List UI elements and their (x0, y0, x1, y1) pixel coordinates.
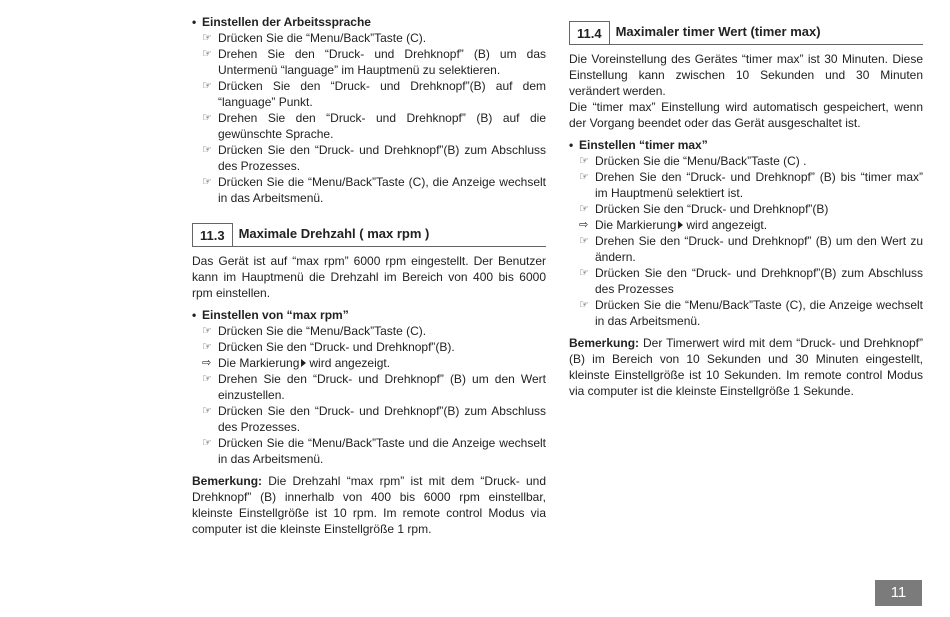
section-title: Maximale Drehzahl ( max rpm ) (238, 226, 430, 241)
note-label: Bemerkung: (192, 474, 263, 488)
list-item (569, 217, 923, 233)
hand-pointer-icon: ☞ (202, 176, 212, 188)
step-text: Drehen Sie den “Druck- und Drehknopf” (B) um den Wert einzustellen. (218, 372, 546, 402)
list-item (192, 371, 546, 403)
list-item (192, 78, 546, 110)
note-text: Die Drehzahl “max rpm” ist mit dem “Druck- und Drehknopf” (B) innerhalb von 400 bis 6000 rpm einstellbar, kleinste Einstellgröße ist 10 rpm. Im remote control Modus via computer ist die kleinste Einstellgröße 1 rpm. (192, 474, 546, 536)
list-item (192, 339, 546, 355)
step-text: Drücken Sie den “Druck- und Drehknopf”(B) auf dem “language” Punkt. (218, 79, 546, 109)
subheading-language: • Einstellen der Arbeitssprache (192, 15, 371, 29)
intro-paragraph: Die Voreinstellung des Gerätes “timer max” ist 30 Minuten. Diese Einstellung kann zwischen 10 Sekunden und 30 Minuten verändert werden. (569, 52, 923, 98)
intro-paragraph-2: Die “timer max” Einstellung wird automatisch gespeichert, wenn der Vorgang beendet oder das Gerät ausgeschaltet ist. (569, 100, 923, 130)
step-text: Drücken Sie die “Menu/Back”Taste (C) . (595, 154, 807, 168)
list-item (192, 323, 546, 339)
list-item (569, 153, 923, 169)
hand-pointer-icon: ☞ (579, 235, 589, 247)
hand-pointer-icon: ☞ (579, 171, 589, 183)
list-item (192, 142, 546, 174)
hand-pointer-icon: ☞ (202, 373, 212, 385)
list-item (192, 110, 546, 142)
hand-pointer-icon: ☞ (579, 155, 589, 167)
step-text: Drücken Sie den “Druck- und Drehknopf”(B) zum Abschluss des Prozesses (595, 266, 923, 296)
section-number: 11.3 (192, 223, 233, 246)
section-title: Maximaler timer Wert (timer max) (615, 24, 821, 39)
right-column (569, 4, 923, 399)
subheading-text: Einstellen der Arbeitssprache (202, 15, 371, 29)
page-number: 11 (875, 580, 922, 606)
step-text: Drehen Sie den “Druck- und Drehknopf” (B) bis “timer max” im Hauptmenü selektiert ist. (595, 170, 923, 200)
arrow-right-outline-icon: ⇨ (202, 357, 212, 369)
list-item (569, 233, 923, 265)
step-text: Die Markierung (595, 218, 677, 232)
list-item (192, 403, 546, 435)
step-text: Drücken Sie die “Menu/Back”Taste (C). (218, 31, 427, 45)
note-paragraph (192, 473, 546, 537)
list-item (569, 169, 923, 201)
max-rpm-steps-list (192, 323, 546, 467)
subheading-text: Einstellen von “max rpm” (202, 308, 349, 322)
step-text: wird angezeigt. (309, 356, 391, 370)
hand-pointer-icon: ☞ (202, 325, 212, 337)
note-paragraph (569, 335, 923, 399)
section-header-11-3 (192, 220, 546, 247)
step-text: Drücken Sie den “Druck- und Drehknopf”(B) (595, 202, 829, 216)
step-text: Drehen Sie den “Druck- und Drehknopf” (B) um das Untermenü “language” im Hauptmenü zu selektieren. (218, 47, 546, 77)
step-text: Drehen Sie den “Druck- und Drehknopf” (B) auf die gewünschte Sprache. (218, 111, 546, 141)
subheading-text: Einstellen “timer max” (579, 138, 708, 152)
timer-max-steps-list (569, 153, 923, 329)
list-item (192, 435, 546, 467)
section-header-11-4 (569, 18, 923, 45)
section-number: 11.4 (569, 21, 610, 44)
list-item (569, 297, 923, 329)
note-label: Bemerkung: (569, 336, 640, 350)
list-item (192, 30, 546, 46)
intro-paragraph: Das Gerät ist auf “max rpm” 6000 rpm eingestellt. Der Benutzer kann im Hauptmenü die Drehzahl im Bereich von 400 bis 6000 rpm einstellen. (192, 254, 546, 300)
note-text: Der Timerwert wird mit dem “Druck- und Drehknopf” (B) im Bereich von 10 Sekunden und 30 Minuten eingestellt, kleinste Einstellgröße ist 10 Sekunden. Im remote control Modus via computer ist die kleinste Einstellgröße 1 Sekunde. (569, 336, 923, 398)
hand-pointer-icon: ☞ (202, 48, 212, 60)
arrow-right-outline-icon: ⇨ (579, 219, 589, 231)
list-item (569, 201, 923, 217)
hand-pointer-icon: ☞ (202, 341, 212, 353)
marker-triangle-icon (678, 221, 683, 229)
hand-pointer-icon: ☞ (579, 299, 589, 311)
hand-pointer-icon: ☞ (202, 112, 212, 124)
hand-pointer-icon: ☞ (579, 267, 589, 279)
step-text: Drücken Sie die “Menu/Back”Taste (C), die Anzeige wechselt in das Arbeitsmenü. (218, 175, 546, 205)
step-text: Drücken Sie den “Druck- und Drehknopf”(B) zum Abschluss des Prozesses. (218, 404, 546, 434)
step-text: Drücken Sie den “Druck- und Drehknopf”(B) zum Abschluss des Prozesses. (218, 143, 546, 173)
step-text: Drehen Sie den “Druck- und Drehknopf” (B) um den Wert zu ändern. (595, 234, 923, 264)
subheading-timer-max: • Einstellen “timer max” (569, 138, 708, 152)
step-text: Drücken Sie die “Menu/Back”Taste (C), die Anzeige wechselt in das Arbeitsmenü. (595, 298, 923, 328)
step-text: wird angezeigt. (686, 218, 768, 232)
list-item (569, 265, 923, 297)
marker-triangle-icon (301, 359, 306, 367)
step-text: Drücken Sie die “Menu/Back”Taste (C). (218, 324, 427, 338)
step-text: Drücken Sie die “Menu/Back”Taste und die Anzeige wechselt in das Arbeitsmenü. (218, 436, 546, 466)
list-item (192, 355, 546, 371)
left-column (192, 14, 546, 537)
hand-pointer-icon: ☞ (202, 32, 212, 44)
hand-pointer-icon: ☞ (579, 203, 589, 215)
subheading-max-rpm: • Einstellen von “max rpm” (192, 308, 349, 322)
language-steps-list (192, 30, 546, 206)
hand-pointer-icon: ☞ (202, 437, 212, 449)
list-item (192, 46, 546, 78)
list-item (192, 174, 546, 206)
step-text: Die Markierung (218, 356, 300, 370)
hand-pointer-icon: ☞ (202, 405, 212, 417)
hand-pointer-icon: ☞ (202, 144, 212, 156)
hand-pointer-icon: ☞ (202, 80, 212, 92)
step-text: Drücken Sie den “Druck- und Drehknopf”(B). (218, 340, 455, 354)
